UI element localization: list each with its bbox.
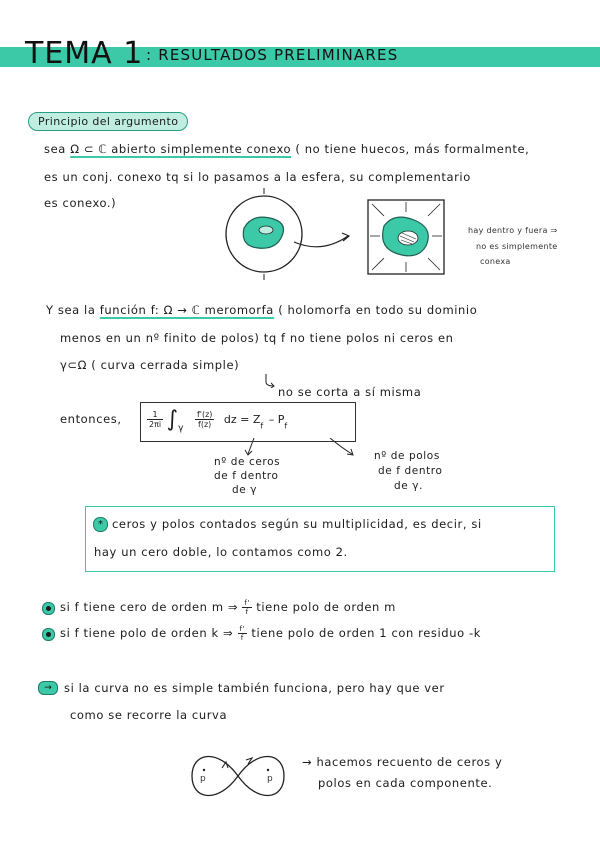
- para2-annotation: no se corta a sí misma: [278, 385, 422, 399]
- para1-line2: es un conj. conexo tq si lo pasamos a la esfera, su complementario: [44, 170, 471, 184]
- formula-p-sub: f: [284, 421, 288, 431]
- star-bullet-icon: *: [93, 517, 108, 532]
- zeros-label-line2: de f dentro: [214, 470, 279, 482]
- bullet-zero-order: [60, 599, 396, 616]
- diagram1-note-line3: conexa: [480, 257, 511, 266]
- note-line1: ceros y polos contados según su multiplicidad, es decir, si: [112, 517, 482, 531]
- bullet2-end: tiene polo de orden 1 con residuo -k: [251, 626, 481, 640]
- para2-line1: [46, 303, 477, 317]
- zeros-label-line1: nº de ceros: [214, 456, 281, 468]
- frac2-denominator: f(z): [198, 420, 212, 429]
- para2-line1-rest: ( holomorfa en todo su dominio: [278, 303, 478, 317]
- page-subtitle: : RESULTADOS PRELIMINARES: [146, 46, 399, 64]
- formula-minus-p: – P: [268, 413, 285, 426]
- para2-line1-definition: función f: Ω → ℂ meromorfa: [99, 303, 274, 317]
- bullet2-frac: $\frac{f'}{f}$: [239, 625, 246, 642]
- multiplicity-note-box: [85, 506, 555, 572]
- para1-line1-start: sea: [44, 142, 66, 156]
- para1-line1-rest: ( no tiene huecos, más formalmente,: [295, 142, 530, 156]
- right-point-label: p: [267, 774, 274, 784]
- bullet1-start: si f tiene cero de orden m ⇒: [60, 600, 239, 614]
- frac2-numerator: f'(z): [196, 410, 213, 419]
- zeros-label-line3: de γ: [232, 484, 258, 496]
- arrow-bullet-icon: →: [38, 681, 58, 695]
- para3-line1: si la curva no es simple también funciona, pero hay que ver: [64, 681, 445, 695]
- poles-label-line2: de f dentro: [378, 465, 443, 477]
- para2-line3: γ⊂Ω ( curva cerrada simple): [60, 358, 240, 372]
- bullet2-start: si f tiene polo de orden k ⇒: [60, 626, 234, 640]
- frac1-denominator: 2πi: [149, 420, 162, 429]
- left-point-label: p: [200, 774, 207, 784]
- bullet1-end: tiene polo de orden m: [256, 600, 396, 614]
- sphere-diagram: [222, 188, 454, 280]
- para3-line2: como se recorre la curva: [70, 708, 228, 722]
- annotation-arrow: [262, 374, 276, 388]
- section-heading: Principio del argumento: [28, 112, 188, 131]
- formula-box: [140, 402, 356, 442]
- formula-expression: [147, 407, 287, 434]
- formula-frac1: [147, 410, 163, 429]
- para1-line1: [44, 142, 529, 156]
- diagram1-note-line2: no es simplemente: [476, 242, 558, 251]
- para2-line2: menos en un nº finito de polos) tq f no tiene polos ni ceros en: [60, 331, 454, 345]
- frac1-numerator: 1: [147, 410, 163, 420]
- diagram2-note-line1: → hacemos recuento de ceros y: [302, 755, 503, 769]
- poles-label-line3: de γ.: [394, 480, 424, 492]
- diagram1-note-line1: hay dentro y fuera ⇒: [468, 226, 558, 235]
- formula-lead: entonces,: [60, 412, 122, 426]
- integral-sign: ∫: [166, 407, 179, 432]
- bullet-dot-icon: [42, 602, 55, 615]
- poles-label-line1: nº de polos: [374, 450, 440, 462]
- diagram2-note-line2: polos en cada componente.: [318, 776, 493, 790]
- bullet-pole-order: [60, 625, 481, 642]
- page-title: TEMA 1: [25, 36, 144, 71]
- formula-rest: dz = Z: [223, 413, 261, 426]
- region-hole: [259, 226, 273, 234]
- para1-line1-definition: Ω ⊂ ℂ abierto simplemente conexo: [70, 142, 292, 156]
- para1-line3: es conexo.): [44, 196, 117, 210]
- para2-line1-start: Y sea la: [46, 303, 96, 317]
- note-line2: hay un cero doble, lo contamos como 2.: [94, 545, 348, 559]
- bullet1-frac: $\frac{f'}{f}$: [244, 599, 250, 616]
- formula-frac2: [195, 410, 214, 429]
- integral-gamma: γ: [178, 423, 184, 434]
- bullet-dot-icon: [42, 628, 55, 641]
- formula-z-sub: f: [260, 421, 264, 431]
